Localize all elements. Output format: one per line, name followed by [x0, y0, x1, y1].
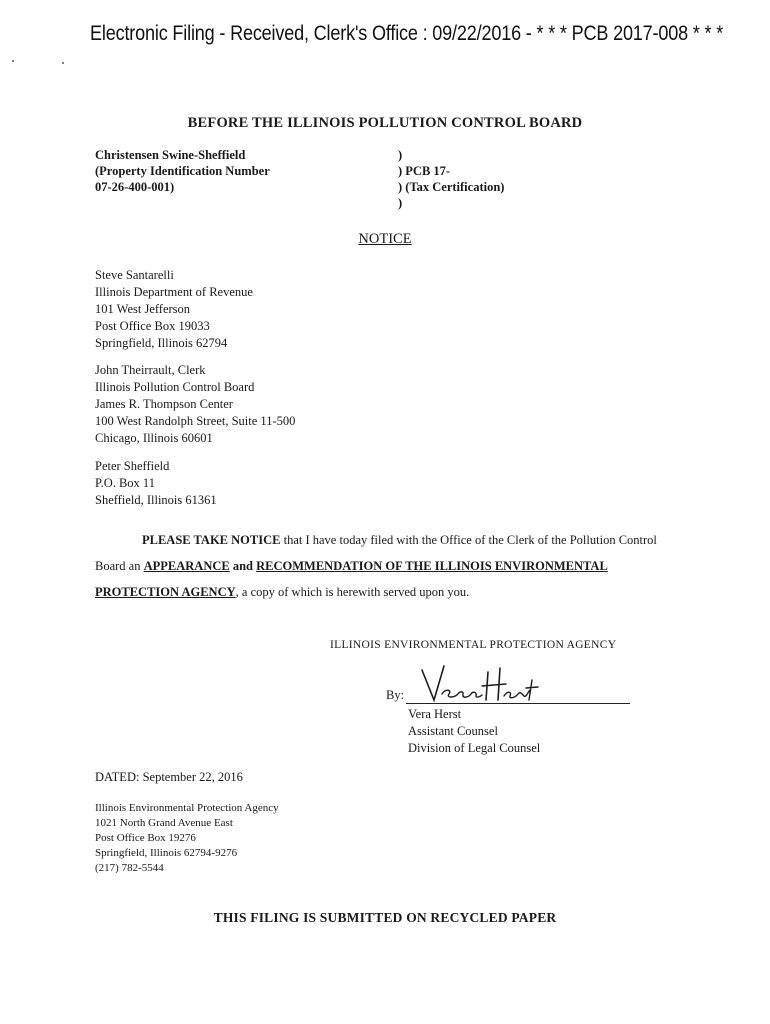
board-title: BEFORE THE ILLINOIS POLLUTION CONTROL BOARD — [187, 115, 583, 131]
address-line: P.O. Box 11 — [95, 476, 155, 490]
address-line: Sheffield, Illinois 61361 — [95, 493, 217, 507]
document-title-appearance: APPEARANCE — [143, 559, 230, 573]
caption-right-line: ) — [398, 196, 403, 210]
phone-number: (217) 782-5544 — [95, 862, 164, 874]
case-caption-left — [95, 147, 270, 195]
caption-left-line: (Property Identification Number — [95, 164, 270, 178]
by-label: By: — [386, 688, 405, 702]
recipient-address-block — [95, 458, 217, 509]
address-line: Post Office Box 19276 — [95, 832, 196, 844]
address-line: Steve Santarelli — [95, 268, 174, 282]
address-line: Springfield, Illinois 62794 — [95, 336, 228, 350]
signer-name: Vera Herst — [408, 707, 462, 721]
notice-lead: PLEASE TAKE NOTICE — [142, 533, 281, 547]
address-line: John Theirrault, Clerk — [95, 363, 206, 377]
caption-left-line: 07-26-400-001) — [95, 180, 175, 194]
agency-address-block — [95, 801, 279, 876]
address-line: Post Office Box 19033 — [95, 319, 210, 333]
dated-line: DATED: September 22, 2016 — [95, 770, 243, 784]
handwritten-signature — [416, 660, 546, 706]
address-line: 101 West Jefferson — [95, 302, 191, 316]
address-line: Illinois Department of Revenue — [95, 285, 253, 299]
signer-division: Division of Legal Counsel — [408, 741, 541, 755]
address-line: Illinois Pollution Control Board — [95, 380, 255, 394]
agency-name: ILLINOIS ENVIRONMENTAL PROTECTION AGENCY — [330, 639, 617, 651]
address-line: Springfield, Illinois 62794-9276 — [95, 847, 238, 859]
recycled-paper-note: THIS FILING IS SUBMITTED ON RECYCLED PAPER — [213, 910, 557, 925]
caption-right-line: ) PCB 17- — [398, 164, 451, 178]
notice-conjunction: and — [229, 559, 257, 573]
caption-left-line: Christensen Swine-Sheffield — [95, 148, 246, 162]
case-caption-right — [398, 147, 504, 211]
signer-title: Assistant Counsel — [408, 724, 498, 738]
address-line: Peter Sheffield — [95, 459, 170, 473]
address-line: Chicago, Illinois 60601 — [95, 431, 213, 445]
electronic-filing-stamp: Electronic Filing - Received, Clerk's Office : 09/22/2016 - * * * PCB 2017-008 * * * — [90, 22, 724, 45]
recipient-address-block — [95, 267, 253, 352]
address-line: James R. Thompson Center — [95, 397, 233, 411]
signer-block — [408, 706, 540, 757]
address-line: 100 West Randolph Street, Suite 11-500 — [95, 414, 296, 428]
notice-body-paragraph — [95, 527, 665, 605]
document-title-recommendation: RECOMMENDATION OF THE ILLINOIS ENVIRONMENTAL PROTECTION AGENCY — [95, 559, 608, 599]
caption-right-line: ) (Tax Certification) — [398, 180, 505, 194]
signature-line — [406, 703, 630, 704]
caption-right-line: ) — [398, 148, 403, 162]
notice-text: that I have today filed with the Office of the Clerk of the Pollution Control Board an — [95, 533, 657, 573]
address-line: 1021 North Grand Avenue East — [95, 817, 233, 829]
notice-text: , a copy of which is herewith served upon you. — [235, 585, 470, 599]
address-line: Illinois Environmental Protection Agency — [95, 802, 279, 814]
recipient-address-block — [95, 362, 295, 447]
notice-heading: NOTICE — [358, 231, 412, 247]
